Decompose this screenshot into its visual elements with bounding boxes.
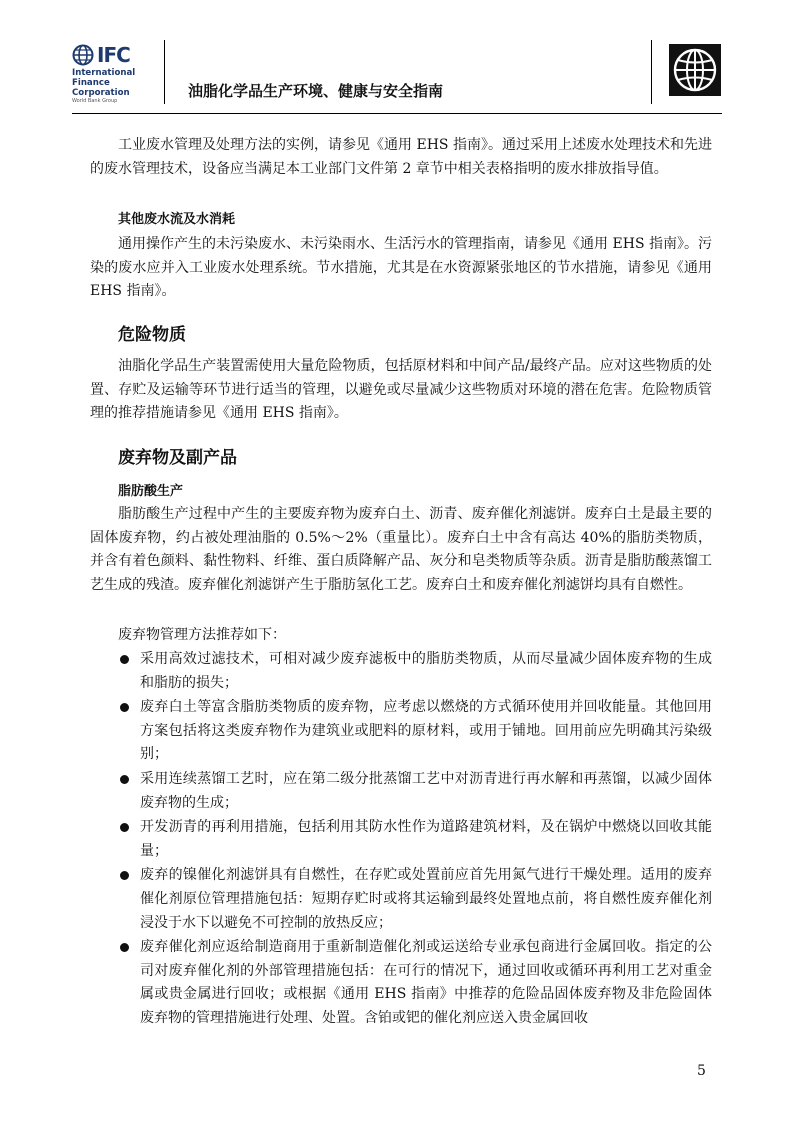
paragraph-waste-management-intro: 废弃物管理方法推荐如下： <box>118 627 286 643</box>
ifc-logo-subtitle: World Bank Group <box>72 98 118 104</box>
ifc-globe-icon <box>72 44 94 66</box>
list-item: 废弃的镍催化剂滤饼具有自燃性，在存贮或处置前应首先用氮气进行干燥处理。适用的废弃催化剂原位管理措施包括：短期存贮时或将其运输到最终处置地点前，将自燃性废弃催化剂浸没于水下以避免不可控制的放热反应； <box>118 864 712 935</box>
ifc-logo-line-1: International <box>72 68 136 78</box>
list-item: 废弃白土等富含脂肪类物质的废弃物，应考虑以燃烧的方式循环使用并回收能量。其他回用方案包括将这类废弃物作为建筑业或肥料的原材料，或用于铺地。回用前应先明确其污染级别； <box>118 696 712 767</box>
ifc-logo-line-3: Corporation <box>72 88 130 98</box>
list-item: 开发沥青的再利用措施，包括利用其防水性作为道路建筑材料，及在锅炉中燃烧以回收其能量； <box>118 816 712 863</box>
paragraph-wastewater-reference: 工业废水管理及处理方法的实例，请参见《通用 EHS 指南》。通过采用上述废水处理技术和先进的废水管理技术，设备应当满足本工业部门文件第 2 章节中相关表格指明的废水排放指导值。 <box>90 137 712 177</box>
section-heading-hazardous-materials: 危险物质 <box>118 325 186 345</box>
header-divider-right <box>651 40 652 104</box>
header-rule <box>72 113 722 114</box>
waste-management-list <box>118 648 712 1032</box>
header-divider-left <box>164 40 165 104</box>
page-title: 油脂化学品生产环境、健康与安全指南 <box>188 82 444 100</box>
ifc-logo-text: IFC <box>97 43 130 67</box>
page-number: 5 <box>697 1063 706 1079</box>
world-bank-globe-icon <box>669 44 721 96</box>
paragraph-hazardous-materials: 油脂化学品生产装置需使用大量危险物质，包括原材料和中间产品/最终产品。应对这些物质的处置、存贮及运输等环节进行适当的管理，以避免或尽量减少这些物质对环境的潜在危害。危险物质管理的推荐措施请参见《通用 EHS 指南》。 <box>90 358 712 422</box>
paragraph-fatty-acid-waste: 脂肪酸生产过程中产生的主要废弃物为废弃白土、沥青、废弃催化剂滤饼。废弃白土是最主要的固体废弃物，约占被处理油脂的 0.5%～2%（重量比）。废弃白土中含有高达 40%的脂肪类物质，并含有着色颜料、黏性物料、纤维、蛋白质降解产品、灰分和皂类物质等杂质。沥青是脂肪酸蒸馏工艺生成的残渣。废弃催化剂滤饼产生于脂肪氢化工艺。废弃白土和废弃催化剂滤饼均具有自燃性。 <box>90 506 712 593</box>
paragraph-other-wastewater: 通用操作产生的未污染废水、未污染雨水、生活污水的管理指南，请参见《通用 EHS 指南》。污染的废水应并入工业废水处理系统。节水措施，尤其是在水资源紧张地区的节水措施，请参见《通用 EHS 指南》。 <box>90 236 712 300</box>
ifc-logo-mark <box>72 42 150 68</box>
subheading-fatty-acid-production: 脂肪酸生产 <box>118 484 184 499</box>
ifc-logo-line-2: Finance <box>72 78 110 88</box>
section-heading-waste-byproducts: 废弃物及副产品 <box>118 448 237 468</box>
subheading-other-wastewater: 其他废水流及水消耗 <box>118 212 236 227</box>
ifc-logo <box>72 42 150 108</box>
list-item: 采用高效过滤技术，可相对减少废弃滤板中的脂肪类物质，从而尽量减少固体废弃物的生成和脂肪的损失； <box>118 648 712 695</box>
list-item: 废弃催化剂应返给制造商用于重新制造催化剂或运送给专业承包商进行金属回收。指定的公司对废弃催化剂的外部管理措施包括：在可行的情况下，通过回收或循环再利用工艺对重金属或贵金属进行回收；或根据《通用 EHS 指南》中推荐的危险品固体废弃物及非危险固体废弃物的管理措施进行处理、处置。含铂或钯的催化剂应送入贵金属回收 <box>118 936 712 1030</box>
list-item: 采用连续蒸馏工艺时，应在第二级分批蒸馏工艺中对沥青进行再水解和再蒸馏，以减少固体废弃物的生成； <box>118 768 712 815</box>
